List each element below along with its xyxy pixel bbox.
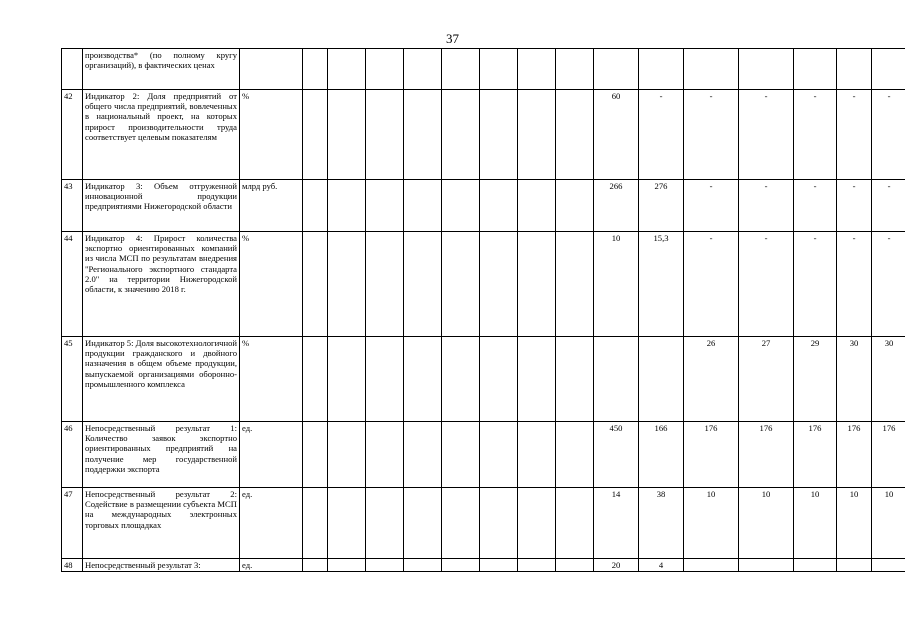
indicator-name-cell: Индикатор 5: Доля высокотехнологичной продукции гражданского и двойного назначения в общем объеме продукции, выпускаемой организациями оборонно-промышленного комплекса — [83, 337, 240, 422]
value-cell: 27 — [739, 337, 794, 422]
value-cell — [556, 180, 594, 232]
value-cell — [556, 232, 594, 337]
value-cell — [328, 488, 366, 559]
value-cell: 276 — [639, 180, 684, 232]
value-cell — [404, 180, 442, 232]
value-cell — [480, 232, 518, 337]
value-cell — [303, 488, 328, 559]
row-number-cell — [62, 49, 83, 90]
table-row — [62, 337, 905, 422]
value-cell — [556, 559, 594, 572]
value-cell: 10 — [837, 488, 872, 559]
value-cell — [366, 180, 404, 232]
value-cell: - — [794, 180, 837, 232]
unit-cell: % — [240, 90, 303, 180]
table-row — [62, 559, 905, 572]
value-cell — [739, 559, 794, 572]
value-cell: - — [684, 180, 739, 232]
value-cell — [594, 337, 639, 422]
value-cell — [404, 559, 442, 572]
row-number-cell: 43 — [62, 180, 83, 232]
row-number-cell: 47 — [62, 488, 83, 559]
value-cell — [303, 180, 328, 232]
value-cell: - — [794, 232, 837, 337]
value-cell — [556, 488, 594, 559]
value-cell: - — [739, 232, 794, 337]
value-cell — [518, 180, 556, 232]
value-cell — [303, 49, 328, 90]
indicator-name-cell: Непосредственный результат 2: Содействие в размещении субъекта МСП на международных электронных торговых площадках — [83, 488, 240, 559]
value-cell — [872, 49, 905, 90]
unit-cell: % — [240, 232, 303, 337]
value-cell: 176 — [872, 422, 905, 488]
value-cell — [303, 337, 328, 422]
value-cell — [639, 49, 684, 90]
value-cell: 38 — [639, 488, 684, 559]
value-cell — [328, 337, 366, 422]
value-cell — [480, 337, 518, 422]
table-row — [62, 422, 905, 488]
unit-cell: ед. — [240, 488, 303, 559]
value-cell: - — [872, 232, 905, 337]
indicator-name-cell: Индикатор 4: Прирост количества экспортно ориентированных компаний из числа МСП по результатам внедрения "Регионального экспортного стандарта 2.0" на территории Нижегородской области, к значению 2018 г. — [83, 232, 240, 337]
value-cell — [556, 90, 594, 180]
unit-cell: ед. — [240, 422, 303, 488]
value-cell: 176 — [837, 422, 872, 488]
value-cell — [518, 337, 556, 422]
value-cell: - — [837, 232, 872, 337]
value-cell — [366, 232, 404, 337]
value-cell — [303, 559, 328, 572]
value-cell: - — [837, 90, 872, 180]
value-cell — [328, 90, 366, 180]
value-cell — [328, 180, 366, 232]
value-cell: 30 — [837, 337, 872, 422]
value-cell — [366, 422, 404, 488]
value-cell: 450 — [594, 422, 639, 488]
value-cell — [518, 49, 556, 90]
value-cell — [328, 559, 366, 572]
value-cell — [328, 49, 366, 90]
value-cell — [872, 559, 905, 572]
value-cell: 10 — [594, 232, 639, 337]
value-cell — [404, 49, 442, 90]
value-cell: 10 — [684, 488, 739, 559]
value-cell: 30 — [872, 337, 905, 422]
value-cell — [303, 232, 328, 337]
row-number-cell: 42 — [62, 90, 83, 180]
value-cell — [366, 90, 404, 180]
value-cell: 4 — [639, 559, 684, 572]
value-cell — [594, 49, 639, 90]
table-row — [62, 90, 905, 180]
unit-cell: млрд руб. — [240, 180, 303, 232]
value-cell — [518, 90, 556, 180]
value-cell — [328, 232, 366, 337]
value-cell — [556, 422, 594, 488]
value-cell — [518, 422, 556, 488]
value-cell — [480, 488, 518, 559]
page-number: 37 — [446, 31, 459, 46]
value-cell — [366, 488, 404, 559]
value-cell — [328, 422, 366, 488]
value-cell: 60 — [594, 90, 639, 180]
value-cell — [794, 49, 837, 90]
value-cell — [480, 90, 518, 180]
value-cell — [404, 232, 442, 337]
value-cell: 10 — [794, 488, 837, 559]
row-number-cell: 45 — [62, 337, 83, 422]
value-cell: 266 — [594, 180, 639, 232]
value-cell: 15,3 — [639, 232, 684, 337]
value-cell: 14 — [594, 488, 639, 559]
value-cell: 26 — [684, 337, 739, 422]
value-cell: - — [684, 232, 739, 337]
value-cell: 166 — [639, 422, 684, 488]
value-cell — [442, 232, 480, 337]
table-row — [62, 232, 905, 337]
indicator-name-cell: Индикатор 3: Объем отгруженной инновационной продукции предприятиями Нижегородской области — [83, 180, 240, 232]
value-cell — [480, 422, 518, 488]
value-cell — [684, 559, 739, 572]
value-cell: - — [739, 90, 794, 180]
value-cell — [303, 422, 328, 488]
value-cell: - — [872, 90, 905, 180]
value-cell — [556, 49, 594, 90]
value-cell — [556, 337, 594, 422]
row-number-cell: 46 — [62, 422, 83, 488]
unit-cell: ед. — [240, 559, 303, 572]
unit-cell: % — [240, 337, 303, 422]
indicator-table — [61, 48, 905, 572]
value-cell — [442, 180, 480, 232]
value-cell — [837, 49, 872, 90]
value-cell — [442, 559, 480, 572]
value-cell — [442, 90, 480, 180]
value-cell: - — [794, 90, 837, 180]
indicator-name-cell: Непосредственный результат 1: Количество заявок экспортно ориентированных предприятий на получение мер государственной поддержки экспорта — [83, 422, 240, 488]
table-row — [62, 488, 905, 559]
value-cell — [366, 559, 404, 572]
value-cell — [639, 337, 684, 422]
row-number-cell: 48 — [62, 559, 83, 572]
value-cell — [480, 559, 518, 572]
value-cell: 176 — [794, 422, 837, 488]
value-cell — [366, 49, 404, 90]
value-cell: 10 — [739, 488, 794, 559]
value-cell — [303, 90, 328, 180]
indicator-name-cell: Непосредственный результат 3: — [83, 559, 240, 572]
value-cell — [794, 559, 837, 572]
indicator-name-cell: производства* (по полному кругу организаций), в фактических ценах — [83, 49, 240, 90]
value-cell — [480, 180, 518, 232]
value-cell — [442, 337, 480, 422]
value-cell: - — [837, 180, 872, 232]
value-cell — [837, 559, 872, 572]
value-cell: - — [739, 180, 794, 232]
indicator-name-cell: Индикатор 2: Доля предприятий от общего числа предприятий, вовлеченных в национальный проект, на которых прирост производительности труда соответствует целевым показателям — [83, 90, 240, 180]
value-cell — [518, 232, 556, 337]
value-cell: 20 — [594, 559, 639, 572]
value-cell — [480, 49, 518, 90]
value-cell: 10 — [872, 488, 905, 559]
value-cell — [404, 337, 442, 422]
value-cell — [518, 559, 556, 572]
value-cell: 29 — [794, 337, 837, 422]
row-number-cell: 44 — [62, 232, 83, 337]
value-cell — [404, 488, 442, 559]
table-row — [62, 49, 905, 90]
value-cell — [366, 337, 404, 422]
value-cell — [442, 422, 480, 488]
value-cell — [518, 488, 556, 559]
value-cell — [442, 49, 480, 90]
value-cell: 176 — [684, 422, 739, 488]
value-cell: - — [684, 90, 739, 180]
value-cell: 176 — [739, 422, 794, 488]
table-row — [62, 180, 905, 232]
value-cell — [404, 422, 442, 488]
value-cell — [404, 90, 442, 180]
unit-cell — [240, 49, 303, 90]
value-cell — [739, 49, 794, 90]
value-cell — [684, 49, 739, 90]
value-cell: - — [872, 180, 905, 232]
value-cell — [442, 488, 480, 559]
value-cell: - — [639, 90, 684, 180]
